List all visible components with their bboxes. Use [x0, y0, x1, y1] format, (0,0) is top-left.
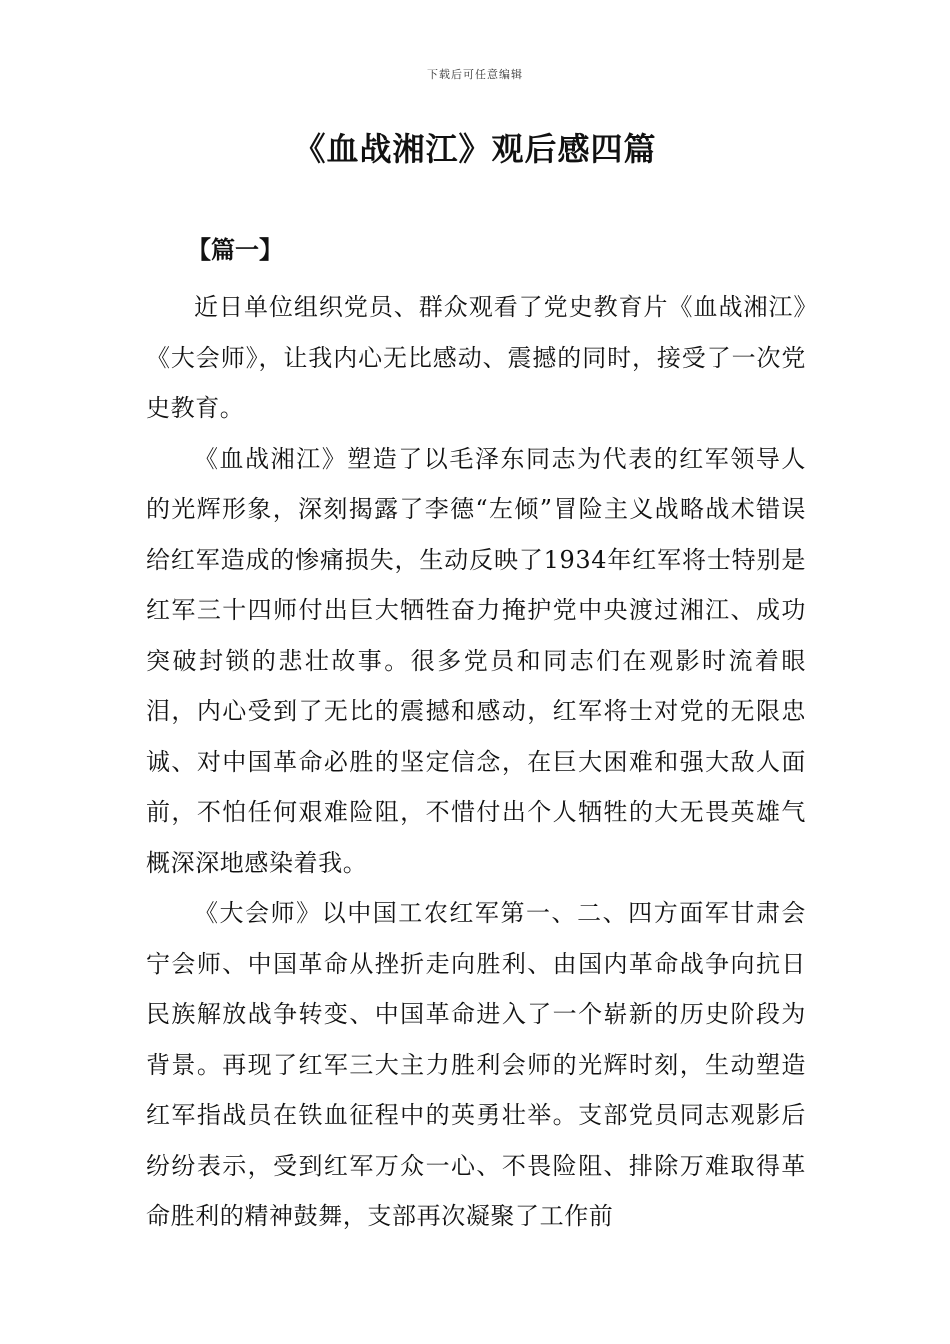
header-note: 下载后可任意编辑 [427, 68, 523, 81]
body-text [146, 282, 806, 1242]
paragraph-2: 《血战湘江》塑造了以毛泽东同志为代表的红军领导人的光辉形象，深刻揭露了李德“左倾”冒险主义战略战术错误给红军造成的惨痛损失，生动反映了1934年红军将士特别是红军三十四师付出巨大牺牲奋力掩护党中央渡过湘江、成功突破封锁的悲壮故事。很多党员和同志们在观影时流着眼泪，内心受到了无比的震撼和感动，红军将士对党的无限忠诚、对中国革命必胜的坚定信念，在巨大困难和强大敌人面前，不怕任何艰难险阻，不惜付出个人牺牲的大无畏英雄气概深深地感染着我。 [146, 444, 806, 877]
section-label: 【篇一】 [187, 235, 283, 264]
paragraph-1: 近日单位组织党员、群众观看了党史教育片《血战湘江》《大会师》，让我内心无比感动、震撼的同时，接受了一次党史教育。 [146, 293, 806, 422]
paragraph-3: 《大会师》以中国工农红军第一、二、四方面军甘肃会宁会师、中国革命从挫折走向胜利、由国内革命战争向抗日民族解放战争转变、中国革命进入了一个崭新的历史阶段为背景。再现了红军三大主力胜利会师的光辉时刻，生动塑造红军指战员在铁血征程中的英勇壮举。支部党员同志观影后纷纷表示，受到红军万众一心、不畏险阻、排除万难取得革命胜利的精神鼓舞，支部再次凝聚了工作前 [146, 899, 806, 1230]
page-title: 《血战湘江》观后感四篇 [293, 130, 657, 168]
